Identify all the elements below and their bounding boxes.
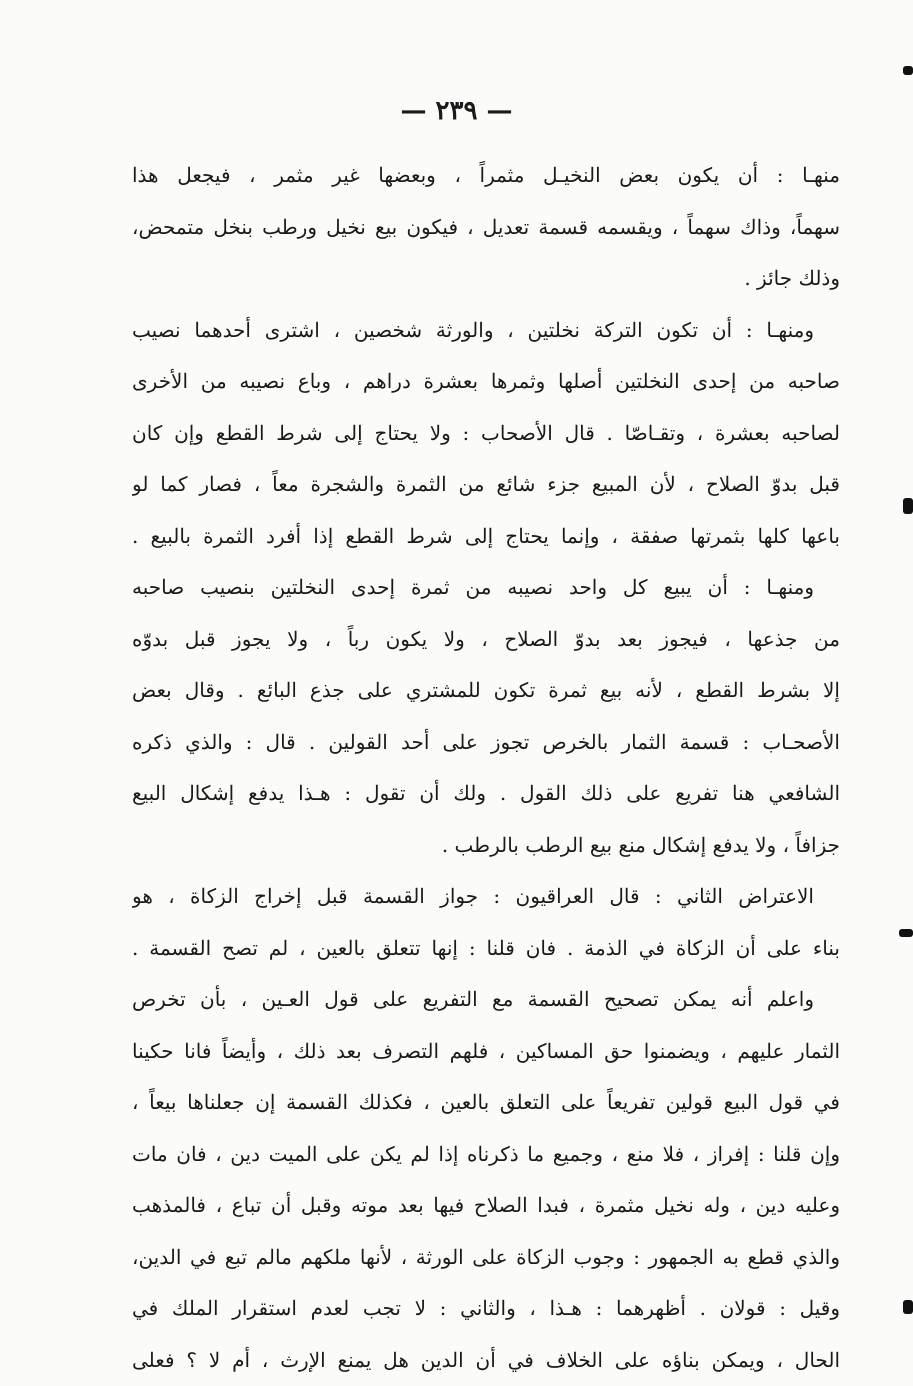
text-line: والذي قطع به الجمهور : وجوب الزكاة على الورثة ، لأنها ملكهم مالم تبع في الدين،	[132, 1232, 840, 1284]
paragraph-4	[132, 871, 840, 974]
page-number: — ٢٣٩ —	[0, 96, 913, 126]
text-line: بناء على أن الزكاة في الذمة . فان قلنا : إنها تتعلق بالعين ، لم تصح القسمة .	[132, 923, 840, 975]
scan-edge-mark	[903, 1300, 913, 1314]
text-line: صاحبه من إحدى النخلتين أصلها وثمرها بعشرة دراهم ، وباع نصيبه من الأخرى	[132, 356, 840, 408]
text-line: باعها كلها بثمرتها صفقة ، وإنما يحتاج إلى شرط القطع إذا أفرد الثمرة بالبيع .	[132, 511, 840, 563]
text-line: ومنهـا : أن يبيع كل واحد نصيبه من ثمرة إحدى النخلتين بنصيب صاحبه	[132, 562, 840, 614]
paragraph-1	[132, 150, 840, 305]
text-line: في قول البيع قولين تفريعاً على التعلق بالعين ، فكذلك القسمة إن جعلناها بيعاً ،	[132, 1077, 840, 1129]
text-line: الاعتراض الثاني : قال العراقيون : جواز القسمة قبل إخراج الزكاة ، هو	[132, 871, 840, 923]
text-line: الثمار عليهم ، ويضمنوا حق المساكين ، فلهم التصرف بعد ذلك ، وأيضاً فانا حكينا	[132, 1026, 840, 1078]
paragraph-5	[132, 974, 840, 1386]
text-line: سهماً، وذاك سهماً ، ويقسمه قسمة تعديل ، فيكون بيع نخيل ورطب بنخل متمحض،	[132, 202, 840, 254]
text-line: الحال ، ويمكن بناؤه على الخلاف في أن الدين هل يمنع الإرث ، أم لا ؟ فعلى	[132, 1335, 840, 1386]
text-line: ومنهـا : أن تكون التركة نخلتين ، والورثة شخصين ، اشترى أحدهما نصيب	[132, 305, 840, 357]
scan-edge-mark	[903, 66, 913, 75]
text-line: قبل بدوّ الصلاح ، لأن المبيع جزء شائع من الثمرة والشجرة معاً ، فصار كما لو	[132, 459, 840, 511]
scan-edge-mark	[903, 498, 913, 514]
text-line: الأصحـاب : قسمة الثمار بالخرص تجوز على أحد القولين . قال : والذي ذكره	[132, 717, 840, 769]
text-line: لصاحبه بعشرة ، وتقـاصّا . قال الأصحاب : ولا يحتاج إلى شرط القطع وإن كان	[132, 408, 840, 460]
text-line: واعلم أنه يمكن تصحيح القسمة مع التفريع على قول العـين ، بأن تخرص	[132, 974, 840, 1026]
text-line: من جذعها ، فيجوز بعد بدوّ الصلاح ، ولا يكون رباً ، ولا يجوز قبل بدوّه	[132, 614, 840, 666]
text-line: وإن قلنا : إفراز ، فلا منع ، وجميع ما ذكرناه إذا لم يكن على الميت دين ، فان مات	[132, 1129, 840, 1181]
scan-edge-mark	[899, 929, 913, 937]
text-line: الشافعي هنا تفريع على ذلك القول . ولك أن تقول : هـذا يدفع إشكال البيع	[132, 768, 840, 820]
text-line: وعليه دين ، وله نخيل مثمرة ، فبدا الصلاح فيها بعد موته وقبل أن تباع ، فالمذهب	[132, 1180, 840, 1232]
text-line: إلا بشرط القطع ، لأنه بيع ثمرة تكون للمشتري على جذع البائع . وقال بعض	[132, 665, 840, 717]
text-line: جزافاً ، ولا يدفع إشكال منع بيع الرطب بالرطب .	[132, 820, 840, 872]
body-text	[132, 150, 840, 1386]
paragraph-3	[132, 562, 840, 871]
text-line: وقيل : قولان . أظهرهما : هـذا ، والثاني : لا تجب لعدم استقرار الملك في	[132, 1283, 840, 1335]
text-line: وذلك جائز .	[132, 253, 840, 305]
paragraph-2	[132, 305, 840, 563]
text-line: منهـا : أن يكون بعض النخيـل مثمراً ، وبعضها غير مثمر ، فيجعل هذا	[132, 150, 840, 202]
